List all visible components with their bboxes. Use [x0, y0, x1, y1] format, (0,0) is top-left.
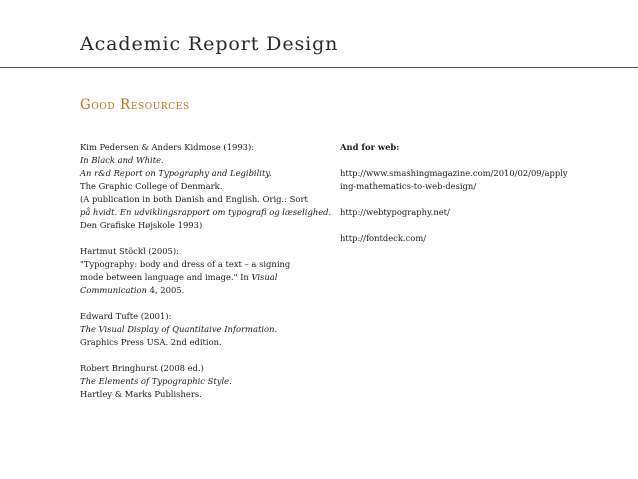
web-link-smashing[interactable]: http://www.smashingmagazine.com/2010/02/09/apply — [340, 168, 568, 178]
reference-subtitle: An r&d Report on Typography and Legibility. — [80, 168, 272, 178]
reference-authors: Kim Pedersen & Anders Kidmose (1993): — [80, 142, 255, 152]
web-link-smashing-continued[interactable]: ing-mathematics-to-web-design/ — [340, 181, 477, 191]
reference-note: (A publication in both Danish and English. Orig.: Sort — [80, 194, 308, 204]
reference-journal-line — [80, 284, 330, 297]
reference-authors: Edward Tufte (2001): — [80, 311, 172, 321]
reference-note-original-title: på hvidt. En udviklingsrapport om typografi og læselighed. — [80, 207, 332, 217]
reference-issue: 4, 2005. — [146, 285, 185, 295]
reference-pedersen-kidmose — [80, 141, 330, 232]
page-title: Academic Report Design — [80, 33, 339, 55]
reference-title-end: mode between language and image." In — [80, 272, 252, 282]
web-heading: And for web: — [340, 142, 400, 152]
reference-journal-name: Communication — [80, 285, 147, 295]
reference-publisher: The Graphic College of Denmark. — [80, 181, 223, 191]
reference-title: "Typography: body and dress of a text – a signing — [80, 259, 291, 269]
reference-authors: Hartmut Stöckl (2005): — [80, 246, 179, 256]
reference-note-publisher: Den Grafiske Højskole 1993) — [80, 220, 203, 230]
reference-tufte — [80, 310, 330, 349]
reference-title: The Visual Display of Quantitaive Information. — [80, 324, 278, 334]
references-column — [80, 141, 330, 414]
title-divider — [0, 67, 638, 68]
reference-title-continued — [80, 271, 330, 284]
web-resources-column — [340, 141, 590, 245]
web-link-fontdeck[interactable]: http://fontdeck.com/ — [340, 233, 427, 243]
reference-bringhurst — [80, 362, 330, 401]
section-heading: Good Resources — [80, 97, 190, 113]
reference-stockl — [80, 245, 330, 297]
reference-authors: Robert Bringhurst (2008 ed.) — [80, 363, 204, 373]
reference-publisher: Hartley & Marks Publishers. — [80, 389, 202, 399]
reference-title: The Elements of Typographic Style. — [80, 376, 232, 386]
reference-journal: Visual — [251, 272, 278, 282]
reference-publisher: Graphics Press USA. 2nd edition. — [80, 337, 222, 347]
reference-title: In Black and White. — [80, 155, 164, 165]
web-link-webtypography[interactable]: http://webtypography.net/ — [340, 207, 450, 217]
